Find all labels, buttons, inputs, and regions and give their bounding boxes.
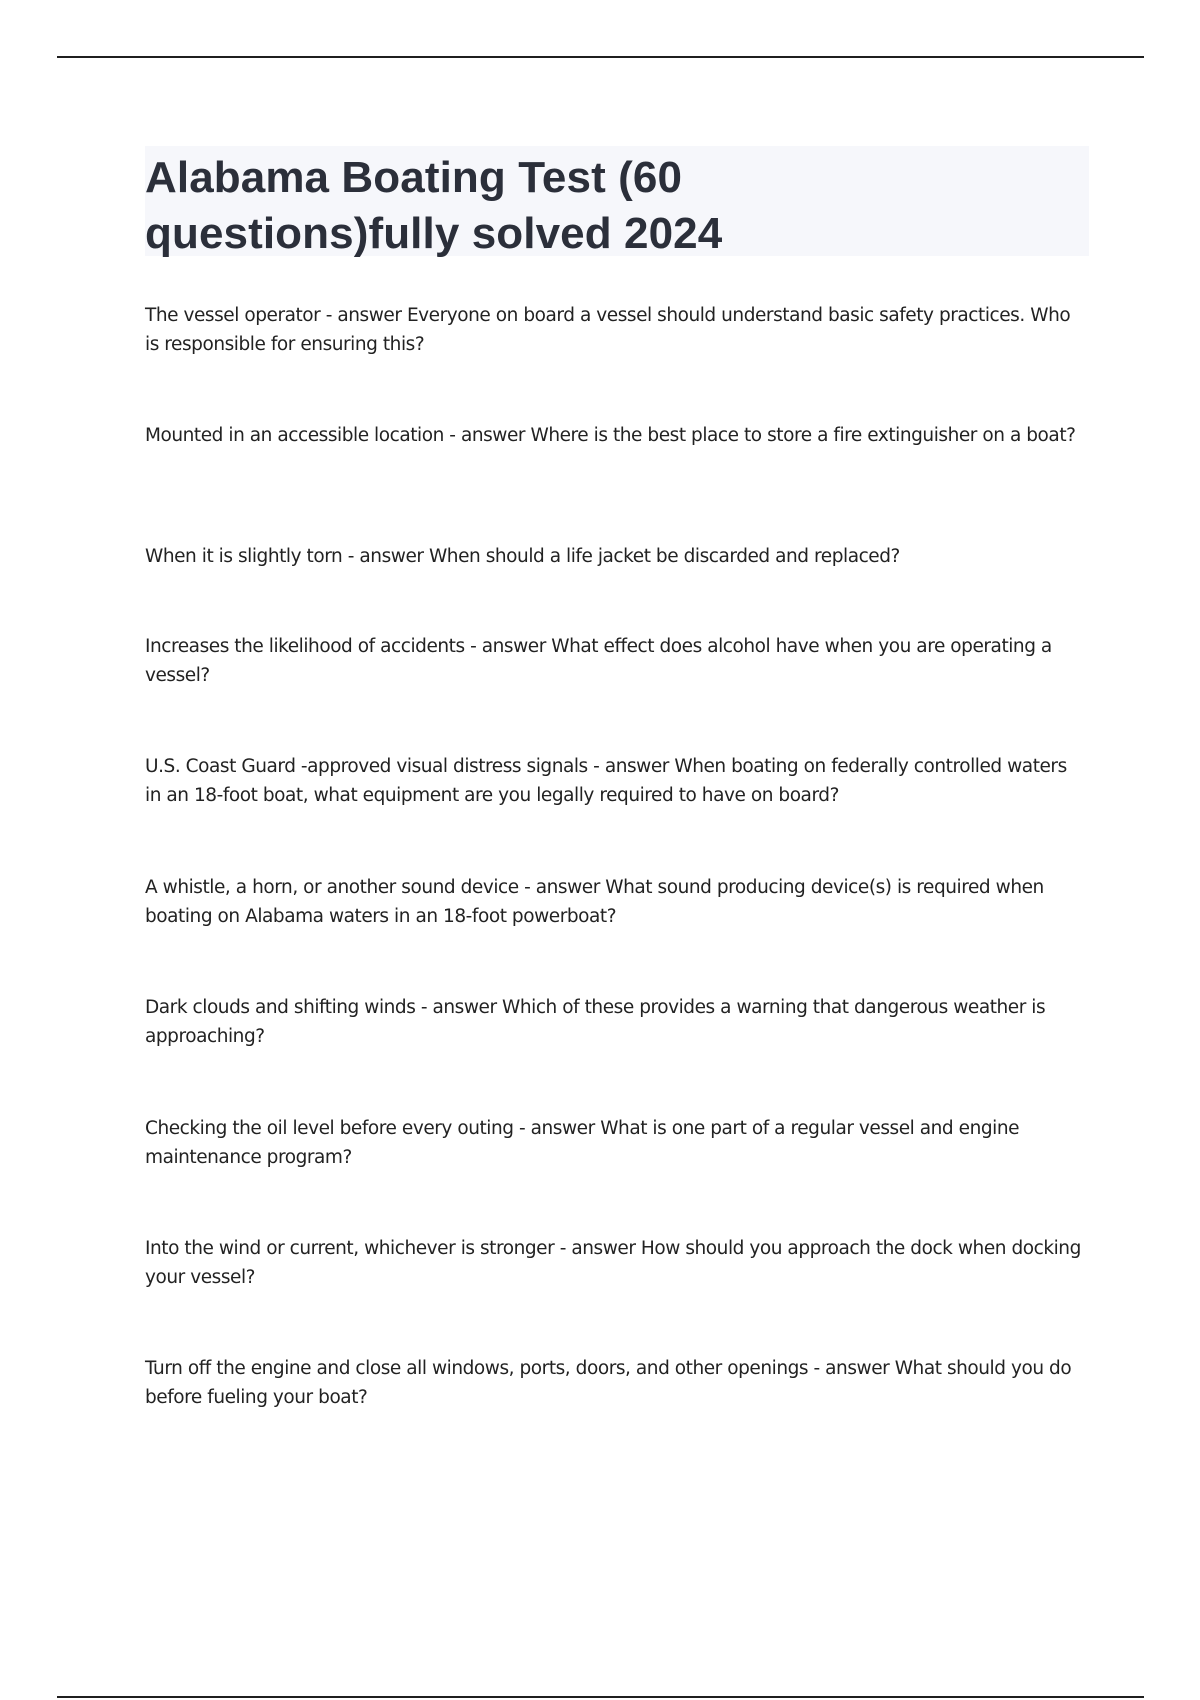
qa-entry-2: Mounted in an accessible location - answer Where is the best place to store a fire extinguisher on a boat? (145, 425, 1076, 446)
bottom-rule (57, 1696, 1144, 1698)
qa-entry-7: Dark clouds and shifting winds - answer Which of these provides a warning that dangerous weather is approaching? (145, 997, 1046, 1047)
qa-entry-8: Checking the oil level before every outing - answer What is one part of a regular vessel and engine maintenance program? (145, 1118, 1020, 1168)
qa-entry-3: When it is slightly torn - answer When should a life jacket be discarded and replaced? (145, 546, 900, 567)
top-rule (57, 56, 1144, 58)
qa-entry-1: The vessel operator - answer Everyone on board a vessel should understand basic safety practices. Who is responsible for ensuring this? (145, 305, 1071, 355)
qa-entry-5: U.S. Coast Guard -approved visual distress signals - answer When boating on federally controlled waters in an 18-foot boat, what equipment are you legally required to have on board? (145, 756, 1067, 806)
document-title: Alabama Boating Test (60 questions)fully solved 2024 (145, 153, 723, 258)
qa-entry-9: Into the wind or current, whichever is stronger - answer How should you approach the dock when docking your vessel? (145, 1238, 1081, 1288)
qa-entry-6: A whistle, a horn, or another sound device - answer What sound producing device(s) is required when boating on Alabama waters in an 18-foot powerboat? (145, 877, 1044, 927)
qa-entry-10: Turn off the engine and close all windows, ports, doors, and other openings - answer What should you do before fueling your boat? (145, 1358, 1072, 1408)
title-banner (145, 146, 1089, 256)
qa-entry-4: Increases the likelihood of accidents - answer What effect does alcohol have when you are operating a vessel? (145, 636, 1052, 686)
